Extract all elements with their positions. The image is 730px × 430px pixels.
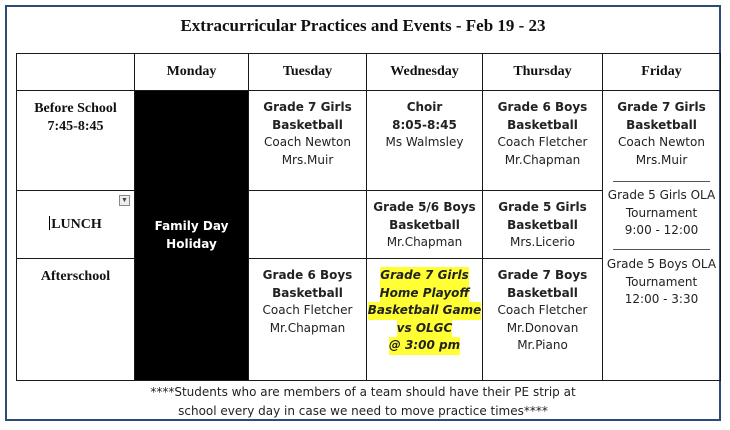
schedule-frame [5, 5, 721, 421]
friday-block-1: Grade 7 Girls Basketball Coach Newton Mrs.Muir [617, 100, 706, 167]
header-friday: Friday [603, 54, 721, 91]
cell-before-tuesday: Grade 7 Girls Basketball Coach Newton Mrs.Muir [249, 91, 367, 191]
cell-after-wednesday [367, 259, 483, 381]
friday-divider-2 [613, 249, 710, 250]
row-label-afterschool: Afterschool [17, 259, 135, 381]
friday-block-2: Grade 5 Girls OLA Tournament 9:00 - 12:00 [607, 188, 716, 237]
cell-before-wednesday: Choir 8:05-8:45 Ms Walmsley [367, 91, 483, 191]
cell-after-thursday: Grade 7 Boys Basketball Coach Fletcher Mr.Donovan Mr.Piano [483, 259, 603, 381]
header-wednesday: Wednesday [367, 54, 483, 91]
corner-cell [17, 54, 135, 91]
footer-note [7, 383, 719, 421]
cell-lunch-wednesday: Grade 5/6 Boys Basketball Mr.Chapman [367, 191, 483, 259]
row-label-before-school: Before School 7:45-8:45 [17, 91, 135, 191]
footer-line1: ****Students who are members of a team should have their PE strip at [150, 385, 576, 399]
monday-holiday-cell [135, 91, 249, 381]
footer-line2: school every day in case we need to move practice times**** [178, 404, 548, 418]
friday-cell [603, 91, 721, 381]
page-title: Extracurricular Practices and Events - Feb 19 - 23 [180, 16, 546, 35]
row-label-lunch[interactable]: LUNCH ▼ [17, 191, 135, 259]
row-before-school [17, 91, 721, 191]
schedule-table [16, 53, 721, 381]
dropdown-arrow-icon[interactable]: ▼ [119, 195, 130, 206]
holiday-line1: Family Day [154, 219, 229, 233]
friday-block-3: Grade 5 Boys OLA Tournament 12:00 - 3:30 [606, 257, 717, 306]
header-thursday: Thursday [483, 54, 603, 91]
friday-divider-1 [613, 181, 710, 182]
cell-before-thursday: Grade 6 Boys Basketball Coach Fletcher Mr.Chapman [483, 91, 603, 191]
highlighted-playoff-game: Grade 7 Girls Home Playoff Basketball Game vs OLGC @ 3:00 pm [367, 259, 482, 355]
header-monday: Monday [135, 54, 249, 91]
header-tuesday: Tuesday [249, 54, 367, 91]
table-header-row [17, 54, 721, 91]
cell-lunch-thursday: Grade 5 Girls Basketball Mrs.Licerio [483, 191, 603, 259]
cell-lunch-tuesday [249, 191, 367, 259]
cell-after-tuesday: Grade 6 Boys Basketball Coach Fletcher Mr.Chapman [249, 259, 367, 381]
holiday-line2: Holiday [166, 236, 217, 251]
